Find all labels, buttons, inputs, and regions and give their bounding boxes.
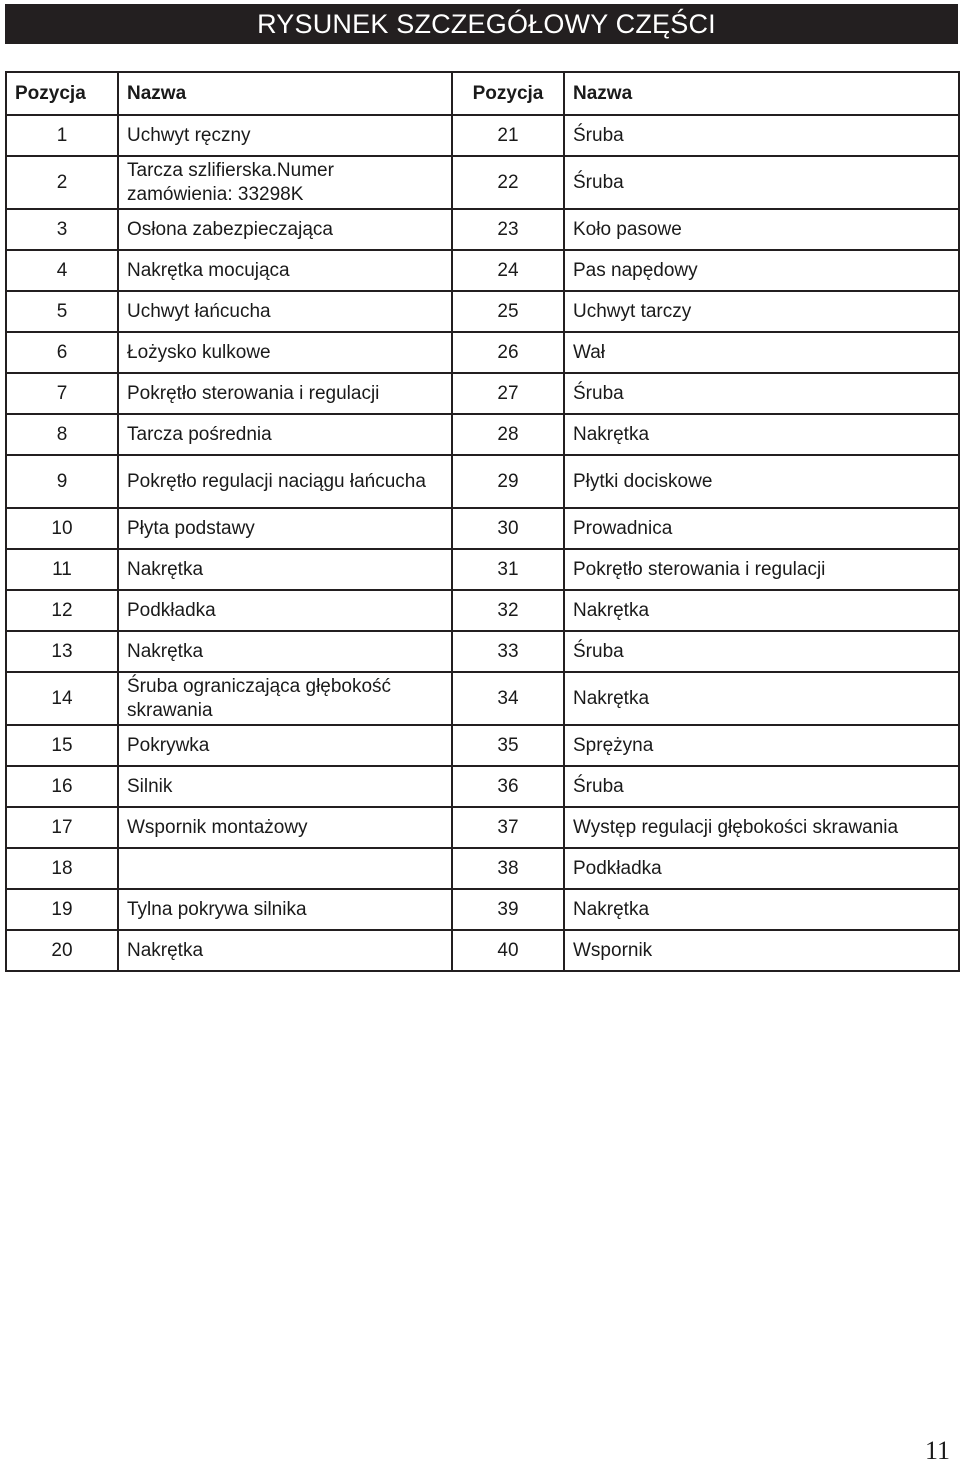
position-right-cell: 36 [452,766,564,807]
name-left-cell: Płyta podstawy [118,508,452,549]
table-row [6,807,959,848]
name-right-cell: Występ regulacji głębokości skrawania [564,807,959,848]
position-left-cell: 12 [6,590,118,631]
table-row [6,209,959,250]
name-left-cell: Tarcza pośrednia [118,414,452,455]
position-right-cell: 31 [452,549,564,590]
position-left-cell: 5 [6,291,118,332]
position-right-cell: 39 [452,889,564,930]
position-left-cell: 13 [6,631,118,672]
name-right-cell: Pas napędowy [564,250,959,291]
position-left-cell: 7 [6,373,118,414]
name-left-cell: Nakrętka [118,631,452,672]
table-row [6,590,959,631]
table-row [6,631,959,672]
position-right-cell: 32 [452,590,564,631]
position-right-cell: 22 [452,156,564,209]
table-row [6,848,959,889]
table-row [6,291,959,332]
name-left-cell: Osłona zabezpieczająca [118,209,452,250]
table-row [6,332,959,373]
table-row [6,115,959,156]
name-left-cell [118,848,452,889]
table-row [6,549,959,590]
position-right-cell: 27 [452,373,564,414]
name-right-cell: Śruba [564,766,959,807]
name-right-cell: Śruba [564,156,959,209]
name-left-cell: Łożysko kulkowe [118,332,452,373]
table-header-row [6,72,959,115]
position-right-cell: 37 [452,807,564,848]
position-right-cell: 33 [452,631,564,672]
position-left-cell: 9 [6,455,118,508]
name-right-cell: Śruba [564,115,959,156]
table-row [6,930,959,971]
name-right-cell: Podkładka [564,848,959,889]
position-right-cell: 23 [452,209,564,250]
table-row [6,156,959,209]
position-left-cell: 4 [6,250,118,291]
name-left-cell: Pokrywka [118,725,452,766]
position-left-cell: 10 [6,508,118,549]
position-left-cell: 3 [6,209,118,250]
page-title: RYSUNEK SZCZEGÓŁOWY CZĘŚCI [257,8,716,39]
name-right-cell: Prowadnica [564,508,959,549]
header-name-right: Nazwa [564,72,959,115]
table-row [6,508,959,549]
table-row [6,889,959,930]
parts-table [5,71,960,972]
position-right-cell: 24 [452,250,564,291]
name-left-cell: Nakrętka [118,930,452,971]
position-right-cell: 28 [452,414,564,455]
table-row [6,766,959,807]
name-left-cell: Silnik [118,766,452,807]
name-left-cell: Śruba ograniczająca głębokość skrawania [118,672,452,725]
name-left-cell: Tarcza szlifierska.Numer zamówienia: 33298K [118,156,452,209]
page-title-bar [5,4,958,44]
position-left-cell: 15 [6,725,118,766]
position-left-cell: 16 [6,766,118,807]
table-row [6,414,959,455]
position-left-cell: 14 [6,672,118,725]
position-right-cell: 38 [452,848,564,889]
position-right-cell: 25 [452,291,564,332]
table-row [6,455,959,508]
name-left-cell: Podkładka [118,590,452,631]
position-right-cell: 40 [452,930,564,971]
name-right-cell: Śruba [564,631,959,672]
position-left-cell: 1 [6,115,118,156]
name-right-cell: Sprężyna [564,725,959,766]
name-right-cell: Nakrętka [564,889,959,930]
position-right-cell: 26 [452,332,564,373]
position-right-cell: 35 [452,725,564,766]
position-left-cell: 2 [6,156,118,209]
name-left-cell: Uchwyt ręczny [118,115,452,156]
name-left-cell: Wspornik montażowy [118,807,452,848]
table-row [6,373,959,414]
position-left-cell: 19 [6,889,118,930]
position-left-cell: 11 [6,549,118,590]
name-left-cell: Tylna pokrywa silnika [118,889,452,930]
name-right-cell: Nakrętka [564,414,959,455]
name-right-cell: Koło pasowe [564,209,959,250]
table-row [6,250,959,291]
position-left-cell: 8 [6,414,118,455]
header-name-left: Nazwa [118,72,452,115]
position-left-cell: 18 [6,848,118,889]
name-left-cell: Pokrętło sterowania i regulacji [118,373,452,414]
name-right-cell: Płytki dociskowe [564,455,959,508]
name-right-cell: Pokrętło sterowania i regulacji [564,549,959,590]
parts-table-body [6,115,959,971]
name-right-cell: Nakrętka [564,672,959,725]
name-left-cell: Nakrętka [118,549,452,590]
name-right-cell: Wspornik [564,930,959,971]
position-right-cell: 29 [452,455,564,508]
table-row [6,672,959,725]
name-left-cell: Uchwyt łańcucha [118,291,452,332]
name-right-cell: Uchwyt tarczy [564,291,959,332]
name-right-cell: Nakrętka [564,590,959,631]
name-left-cell: Pokrętło regulacji naciągu łańcucha [118,455,452,508]
name-right-cell: Wał [564,332,959,373]
page-number: 11 [924,1436,950,1465]
name-right-cell: Śruba [564,373,959,414]
header-position-right: Pozycja [452,72,564,115]
position-left-cell: 20 [6,930,118,971]
table-row [6,725,959,766]
name-left-cell: Nakrętka mocująca [118,250,452,291]
position-right-cell: 21 [452,115,564,156]
header-position-left: Pozycja [6,72,118,115]
position-right-cell: 30 [452,508,564,549]
position-left-cell: 17 [6,807,118,848]
position-right-cell: 34 [452,672,564,725]
position-left-cell: 6 [6,332,118,373]
